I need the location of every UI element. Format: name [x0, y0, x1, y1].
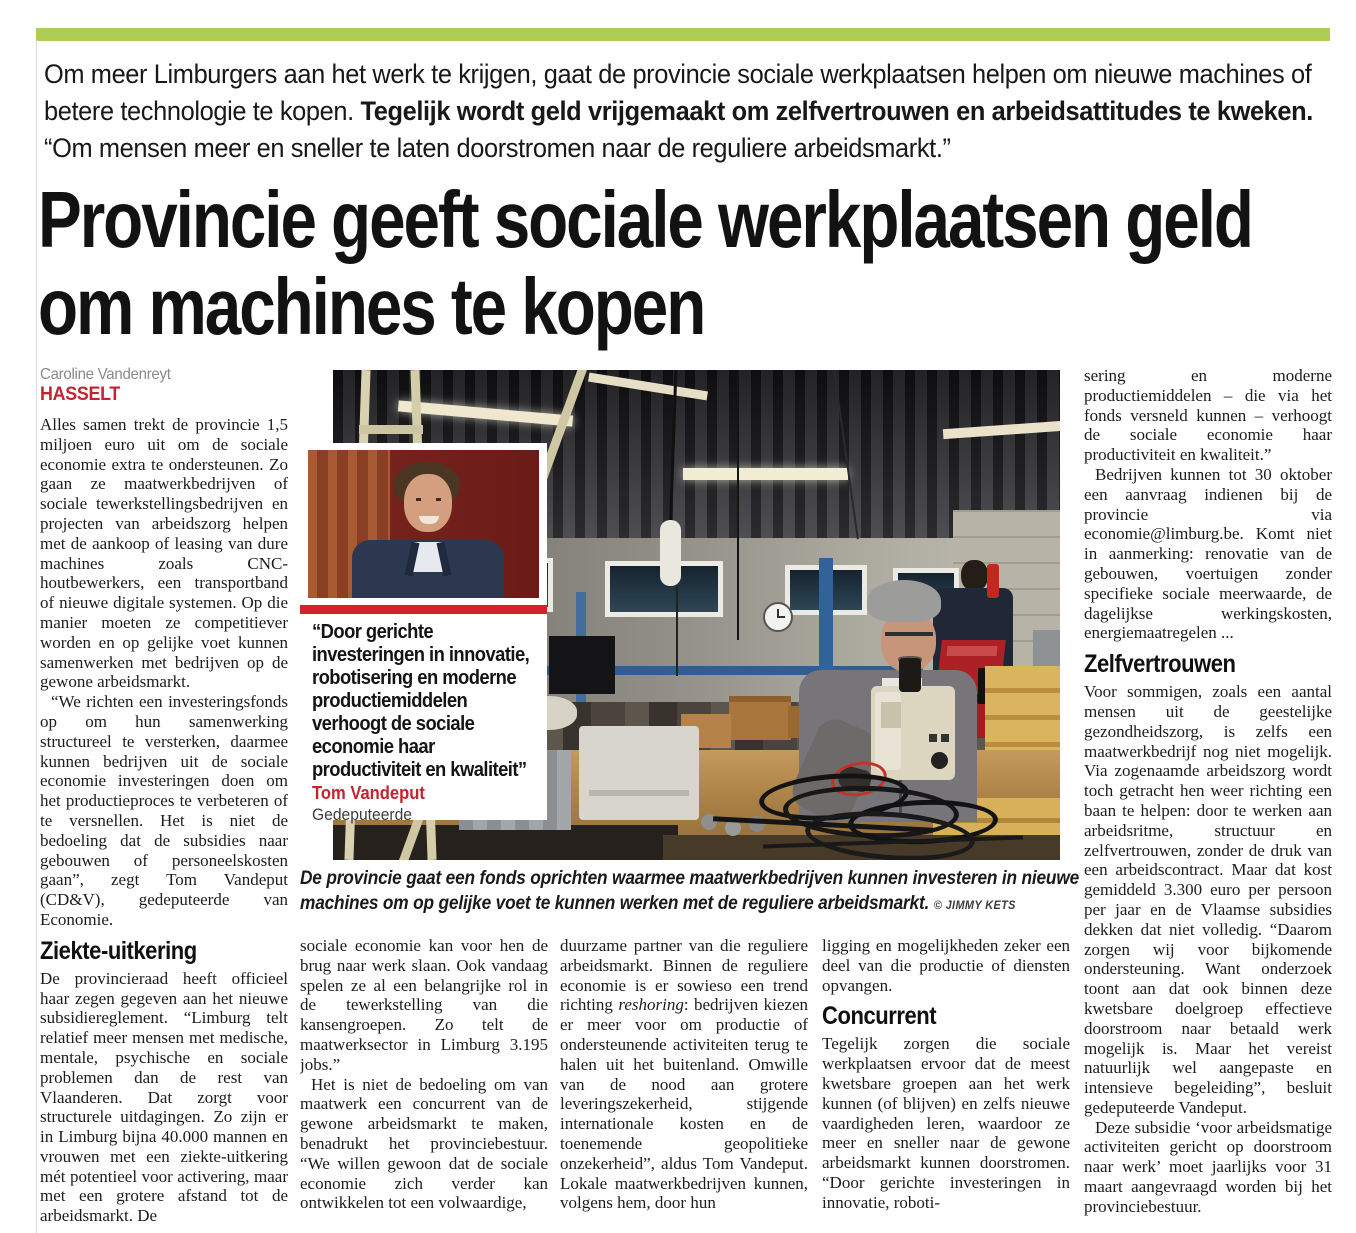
col3-pre: duurzame partner van die reguliere arbeidsmarkt. Binnen de reguliere economie is er sowieso een trend richting: [560, 936, 808, 1015]
paragraph: Deze subsidie ‘voor arbeidsmatige activiteiten gericht op doorstroom naar werk’ moet jaarlijks voor 31 maart aangevraagd worden bij het provinciebestuur.: [1084, 1117, 1332, 1216]
page-edge-rule: [36, 40, 37, 1233]
photo-dark-box: [549, 636, 615, 694]
pull-quote-text: “Door gerichte investeringen in innovatie, robotisering en moderne productiemiddelen verhoogt de sociale economie haar productiviteit en kwaliteit”: [312, 621, 530, 781]
tom-vandeput-portrait: [308, 450, 539, 598]
quote-attribution-name: Tom Vandeput: [312, 783, 425, 803]
caption-text: De provincie gaat een fonds oprichten waarmee maatwerkbedrijven kunnen investeren in nieuwe machines om op gelijke voet te kunnen werken met de reguliere arbeidsmarkt.: [300, 868, 1080, 914]
portrait-eye: [416, 498, 421, 501]
quote-attribution-role: Gedeputeerde: [312, 805, 413, 824]
photo-caption: [300, 866, 1083, 918]
photo-white-machine: [579, 726, 699, 820]
byline-city: HASSELT: [40, 384, 121, 405]
column-4: [822, 936, 1070, 1233]
column-3: [560, 936, 808, 1233]
machine-vent: [589, 790, 689, 796]
photo-cardboard-box: [729, 696, 791, 740]
headline: Provincie geeft sociale werkplaatsen geld om machines te kopen: [38, 175, 1252, 351]
column-5: [1084, 366, 1332, 1233]
pull-quote-box: [300, 443, 547, 824]
top-accent-bar: [36, 28, 1330, 41]
byline-author: Caroline Vandenreyt: [40, 366, 171, 383]
machine-button: [941, 734, 949, 742]
photo-red-crate-rim: [946, 646, 997, 656]
quote-red-divider: [300, 605, 547, 614]
paragraph: sering en moderne productiemiddelen – die via het fonds versneld kunnen – verhoogt de sociale economie haar productiviteit en kwaliteit.”: [1084, 366, 1332, 465]
paragraph: Voor sommigen, zoals een aantal mensen uit de geestelijke gezondheidszorg, is zelfs een maatwerkbedrijf nog niet mogelijk. Via zogenaamde arbeidszorg wordt toch getracht hen weer richting een baan te helpen: door te werken aan arbeidsritme, structuur en zelfvertrouwen, zonder de druk van een arbeidscontract. Maar dat kost gemiddeld 3.300 euro per persoon per jaar en de Vlaamse subsidies dekken dat niet volledig. “Daarom zorgen wij voor bijkomende ondersteuning. Want onderzoek toont aan dat ook binnen deze kwetsbare doelgroep effectieve doorstroom naar betaald werk mogelijk is. Maar het vereist natuurlijk wel aangepaste en intensieve begeleiding”, besluit gedeputeerde Vandeput.: [1084, 682, 1332, 1117]
photo-bench-shadow: [333, 825, 678, 860]
paragraph: [560, 936, 808, 1213]
paragraph: Alles samen trekt de provincie 1,5 miljoen euro uit om de sociale economie extra te ondersteunen. Zo gaan ze maatwerkbedrijven of sociale tewerkstellingsbedrijven en projecten van arbeidszorg helpen met de aankoop of leasing van dure machines zoals CNC-houtbewerkers, een transportband of nieuwe digitale systemen. Op die manier moeten ze competitiever worden en op gelijke voet kunnen samenwerken met bedrijven op de gewone arbeidsmarkt.: [40, 415, 288, 692]
photo-fluorescent-light: [683, 468, 848, 480]
portrait-eye: [436, 498, 441, 501]
machine-label: [881, 702, 901, 728]
photo-ladder-rung: [359, 425, 423, 434]
paragraph: Het is niet de bedoeling om van maatwerk een concurrent van de gewone arbeidsmarkt te maken, benadrukt het provinciebestuur. “We willen gewoon dat de sociale economie zich verder kan ontwikkelen tot een volwaardige,: [300, 1074, 548, 1213]
photo-hanging-grip: [660, 520, 681, 586]
photo-worker-glasses: [885, 632, 933, 636]
intro-tail: “Om mensen meer en sneller te laten doorstromen naar de reguliere arbeidsmarkt.”: [44, 133, 951, 163]
section-heading-ziekte-uitkering: Ziekte-uitkering: [40, 936, 197, 965]
photo-fire-extinguisher: [987, 564, 999, 598]
paragraph: sociale economie kan voor hen de brug naar werk slaan. Ook vandaag spelen ze al een belangrijke rol in de tewerkstelling van die kansengroepen. Zo telt de maatwerksector in Limburg 3.195 jobs.”: [300, 936, 548, 1074]
machine-button: [929, 734, 937, 742]
photo-wall-clock: [763, 602, 793, 632]
photo-background-worker-head: [961, 560, 988, 591]
paragraph: Bedrijven kunnen tot 30 oktober een aanvraag indienen bij de provincie via economie@limburg.be. Komt niet in aanmerking: renovatie van de gebouwen, voertuigen zonder specifieke sociale meerwaarde, de dagelijkse werkingskosten, energiemaatregelen ...: [1084, 464, 1332, 643]
intro-bold: Tegelijk wordt geld vrijgemaakt om zelfvertrouwen en arbeidsattitudes te kweken.: [360, 96, 1313, 126]
intro-lead: Om meer Limburgers aan het werk te krijgen, gaat de provincie sociale werkplaatsen helpen om nieuwe machines of betere technologie te kopen.: [44, 59, 1312, 126]
section-heading-concurrent: Concurrent: [822, 1002, 937, 1031]
paragraph: Tegelijk zorgen die sociale werkplaatsen ervoor dat de meest kwetsbare groepen aan het werk kunnen (of blijven) en zelfs nieuwe vaardigheden leren, waardoor ze meer en sneller naar de gewone arbeidsmarkt kunnen doorstromen. “Door gerichte investeringen in innovatie, roboti-: [822, 1034, 1070, 1212]
column-2: [300, 936, 548, 1233]
photo-hanging-cord: [676, 586, 678, 676]
section-heading-zelfvertrouwen: Zelfvertrouwen: [1084, 650, 1236, 679]
clock-hand: [777, 616, 785, 618]
photo-machine-handle: [899, 658, 921, 692]
photo-hanging-cord: [737, 370, 739, 640]
article-intro: [44, 56, 1330, 167]
paragraph: ligging en mogelijkheden zeker een deel van die productie of diensten opvangen.: [822, 936, 1070, 995]
photo-worker-hair: [867, 580, 941, 622]
machine-knob: [931, 752, 948, 769]
col3-post: : bedrijven kiezen er meer voor om productie of ondersteunende activiteiten terug te halen uit het buitenland. Omwille van de nood aan grotere leveringszekerheid, stijgende internationale kosten en de toenemende geopolitieke onzekerheid”, aldus Tom Vandeput. Lokale maatwerkbedrijven kunnen, volgens hem, door hun: [560, 995, 808, 1213]
paragraph: “We richten een investeringsfonds op om hun samenwerking structureel te versterken, daarmee kunnen bedrijven uit de sociale economie investeringen doen om het productieproces te verbeteren of te versnellen. Het is niet de bedoeling dat de subsidies naar gebouwen of personeelskosten gaan”, zegt Tom Vandeput (CD&V), gedeputeerde van Economie.: [40, 692, 288, 929]
col3-italic-term: reshoring: [618, 995, 684, 1015]
photo-credit: © JIMMY KETS: [933, 898, 1016, 912]
photo-cable-machine: [871, 686, 955, 780]
paragraph: De provincieraad heeft officieel haar zegen gegeven aan het nieuwe subsidiereglement. “Limburg telt relatief meer mensen met medische, mentale, psychische en sociale problemen dan de rest van Vlaanderen. Dat zorgt voor structurele uitdagingen. Zo zijn er in Limburg bijna 40.000 mannen en vrouwen met een ziekte-uitkering mét potentieel voor activering, maar met een grotere afstand tot de arbeidsmarkt. De: [40, 968, 288, 1226]
column-1: [40, 366, 288, 1233]
